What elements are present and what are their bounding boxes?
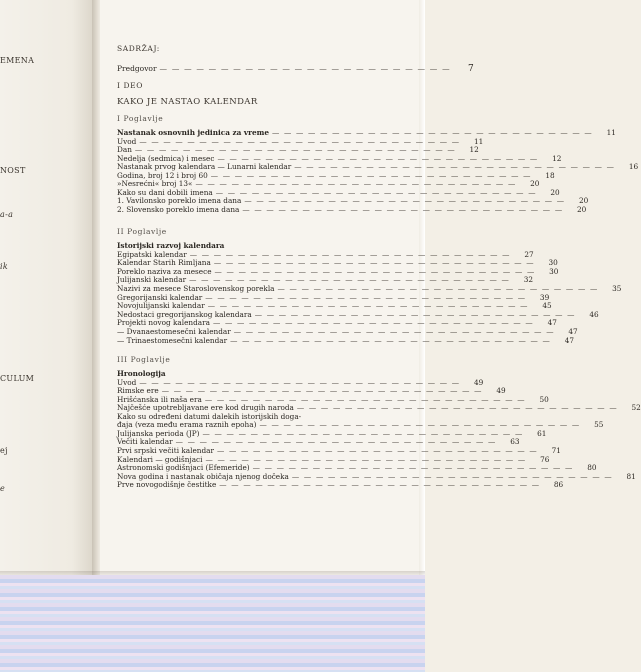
toc-entry-text: Poreklo naziva za mesece (117, 266, 212, 276)
leader-dashes: — — — — — — — — — — — — — — — — — — — — — — — — — — — (217, 153, 539, 163)
toc-entry-text: Istorijski razvoj kalendara (117, 241, 225, 250)
toc-entry-text: Kalendari — godišnjaci (117, 454, 203, 464)
leader-dashes: — — — — — — — — — — — — — — — — — — — — — — — — — — — (139, 377, 461, 387)
chapter-label: I Poglavlje (117, 114, 164, 123)
leader-dashes: — — — — — — — — — — — — — — — — — — — — — — — — — — — (272, 128, 593, 137)
toc-entry (117, 64, 474, 74)
toc-entry-text: — Trinaestomesečni kalendar (117, 335, 228, 345)
left-fragment: e (0, 484, 6, 493)
toc-entry-text: Julijanski kalendar (117, 275, 187, 285)
toc-entry-text: Julijanska perioda (JP) (117, 428, 200, 438)
toc-entry-text: Nova godina i nastanak običaja njenog dočeka (117, 471, 289, 481)
leader-dashes: — — — — — — — — — — — — — — — — — — — — — — — — — — — (214, 266, 536, 276)
leader-dashes: — — — — — — — — — — — — — — — — — — — — — — — — — — — (215, 187, 537, 197)
striped-background (0, 575, 425, 672)
toc-entry-text: Uvod (117, 136, 137, 146)
toc-entry-page: 20 (550, 187, 560, 197)
toc-entry-text: »Nesrećni« broj 13« (117, 179, 193, 189)
toc-entry-text: Hronologija (117, 369, 166, 378)
left-page (0, 0, 96, 575)
toc-entry-text: 2. Slovensko poreklo imena dana (117, 204, 240, 214)
toc-entry-page: 35 (612, 284, 622, 293)
toc-entry-page: 45 (542, 301, 552, 311)
toc-entry-text: đaja (veza među erama raznih epoha) (117, 420, 257, 430)
toc-entry-page: 55 (594, 420, 604, 430)
toc-entry-page: 12 (469, 145, 479, 155)
leader-dashes: — — — — — — — — — — — — — — — — — — — — — — — — — — — (161, 386, 483, 396)
toc-entry-text: Egipatski kalendar (117, 249, 187, 259)
toc-title: SADRŽAJ: (117, 44, 160, 53)
toc-entry-page: 30 (548, 258, 558, 268)
toc-entry-page: 11 (606, 128, 616, 137)
toc-entry-text: Kako su dani dobili imena (117, 187, 213, 197)
left-fragment: NOST (0, 166, 26, 175)
toc-entry-page: 49 (496, 386, 506, 396)
toc-entry-page: 32 (523, 275, 533, 285)
toc-entry-text: Gregorijanski kalendar (117, 292, 203, 302)
chapter-label: II Poglavlje (117, 227, 167, 236)
chapter-label: III Poglavlje (117, 355, 171, 364)
toc-entry-text: Nedelja (sedmica) i mesec (117, 153, 215, 163)
toc-entry-text: Kako su određeni datumi dalekih istorijskih doga- (117, 411, 302, 421)
leader-dashes: — — — — — — — — — — — — — — — — — — — — — — — — — — — (139, 136, 461, 146)
toc-entry-page: 63 (510, 437, 520, 447)
part-label: I DEO (117, 81, 143, 90)
toc-entry-text: Prvi srpski večiti kalendar (117, 445, 214, 455)
toc-entry (117, 204, 587, 214)
toc-entry-text: Novojulijanski kalendar (117, 301, 205, 311)
toc-entry (117, 480, 564, 490)
toc-entry-text: Najčešće upotrebljavane ere kod drugih naroda (117, 403, 294, 413)
toc-entry-page: 20 (578, 196, 589, 206)
left-fragment: CULUM (0, 374, 35, 383)
left-fragment: ej (0, 446, 8, 455)
toc-entry-page: 47 (568, 327, 578, 336)
toc-entry-page: 16 (628, 162, 639, 172)
leader-dashes: — — — — — — — — — — — — — — — — — — — — — — — — — — — (189, 249, 511, 259)
toc-entry-text: Kalendar Starih Rimljana (117, 258, 211, 268)
leader-dashes: — — — — — — — — — — — — — — — — — — — — — — — — — — — (189, 275, 510, 285)
leader-dashes: — — — — — — — — — — — — — — — — — — — — — — — — — — — (296, 403, 618, 413)
toc-entry-page: 46 (589, 309, 599, 319)
toc-entry-page: 12 (552, 153, 562, 163)
part-title: KAKO JE NASTAO KALENDAR (117, 97, 258, 107)
toc-entry-text: Nedostaci gregorijanskog kalendara (117, 309, 252, 319)
toc-entry-text: Projekti novog kalendara (117, 318, 210, 328)
toc-entry-page: 47 (564, 335, 575, 345)
toc-entry-text: Nastanak prvog kalendara — Lunarni kalendar (117, 162, 292, 172)
toc-entry-text: Hrišćanska ili naša era (117, 394, 202, 404)
toc-entry-page: 20 (530, 179, 540, 189)
leader-dashes: — — — — — — — — — — — — — — — — — — — — — — — — — — — (244, 196, 566, 206)
toc-entry-page: 61 (537, 428, 547, 438)
toc-entry (117, 335, 575, 345)
leader-dashes: — — — — — — — — — — — — — — — — — — — — — — — — — — — (242, 204, 564, 214)
toc-entry-page: 81 (626, 471, 636, 481)
toc-entry-page: 20 (577, 204, 587, 214)
toc-entry-text: Dan (117, 145, 132, 155)
toc-entry-page: 30 (549, 266, 559, 276)
leader-dashes: — — — — — — — — — — — — — — — — — — — — — — — — — — — (294, 162, 616, 172)
toc-entry-text: — Dvanaestomesečni kalendar (117, 327, 231, 336)
leader-dashes: — — — — — — — — — — — — — — — — — — — — — — — — — — — (134, 145, 456, 155)
leader-dashes: — — — — — — — — — — — — — — — — — — — — — — — — — — — (204, 394, 526, 404)
toc-entry-text: Nazivi za mesece Staroslovenskog porekla (117, 284, 275, 293)
toc-entry-page: 49 (473, 377, 484, 387)
toc-entry-text: Godina, broj 12 i broj 60 (117, 170, 208, 180)
toc-entry-page: 80 (587, 463, 597, 473)
toc-entry-text: Večiti kalendar (117, 437, 173, 447)
left-fragment: a-a (0, 210, 14, 219)
toc-entry-text: Nastanak osnovnih jedinica za vreme (117, 128, 269, 137)
left-fragment: EMENA (0, 56, 35, 65)
toc-entry-page: 27 (524, 249, 534, 259)
leader-dashes: — — — — — — — — — — — — — — — — — — — — — — — — — — — (205, 292, 527, 302)
left-fragment: ik (0, 262, 9, 271)
leader-dashes: — — — — — — — — — — — — — — — — — — — — — — — — — — — (175, 437, 497, 447)
toc-entry-page: 11 (473, 136, 484, 146)
toc-entry-page: 39 (539, 292, 550, 302)
toc-entry-page: 71 (551, 445, 561, 455)
toc-entry-text: Predgovor (117, 64, 157, 73)
leader-dashes: — — — — — — — — — — — — — — — — — — — — — — — — — — — (207, 301, 529, 311)
toc-entry-text: Astronomski godišnjaci (Efemeride) (117, 463, 250, 473)
leader-dashes: — — — — — — — — — — — — — — — — — — — — — — — — — — — (252, 463, 574, 473)
leader-dashes: — — — — — — — — — — — — — — — — — — — — — — — — — — — (254, 309, 576, 319)
toc-entry-page: 52 (631, 403, 641, 413)
toc-entry-page: 76 (540, 454, 550, 464)
toc-entry-text: Rimske ere (117, 386, 159, 396)
leader-dashes: — — — — — — — — — — — — — — — — — — — — — — — — — — — (219, 480, 541, 490)
leader-dashes: — — — — — — — — — — — — — — — — — — — — — — — — — — — (216, 445, 538, 455)
leader-dashes: — — — — — — — — — — — — — — — — — — — — — — — — — — — (195, 179, 517, 189)
toc-entry-text: Prve novogodišnje čestitke (117, 480, 217, 490)
leader-dashes: — — — — — — — — — — — — — — — — — — — — — — — — — — — (202, 428, 524, 438)
toc-entry-text: Uvod (117, 377, 137, 387)
leader-dashes: — — — — — — — — — — — — — — — — — — — — — — — — — — — (259, 420, 581, 430)
toc-entry-page: 18 (545, 170, 555, 180)
leader-dashes: — — — — — — — — — — — — — — — — — — — — — — — — — — — (205, 454, 527, 464)
toc-entry-page: 86 (553, 480, 564, 490)
toc-entry-text: 1. Vavilonsko poreklo imena dana (117, 196, 242, 206)
toc-entry-page: 7 (468, 64, 474, 74)
leader-dashes: — — — — — — — — — — — — — — — — — — — — — — — — (159, 64, 451, 73)
leader-dashes: — — — — — — — — — — — — — — — — — — — — — — — — — — — (210, 170, 532, 180)
leader-dashes: — — — — — — — — — — — — — — — — — — — — — — — — — — — (212, 318, 534, 328)
leader-dashes: — — — — — — — — — — — — — — — — — — — — — — — — — — — (230, 335, 552, 345)
toc-entry-page: 50 (539, 394, 549, 404)
leader-dashes: — — — — — — — — — — — — — — — — — — — — — — — — — — — (277, 284, 599, 293)
toc-entry-page: 47 (547, 318, 557, 328)
leader-dashes: — — — — — — — — — — — — — — — — — — — — — — — — — — — (213, 258, 535, 268)
leader-dashes: — — — — — — — — — — — — — — — — — — — — — — — — — — — (291, 471, 613, 481)
leader-dashes: — — — — — — — — — — — — — — — — — — — — — — — — — — — (233, 327, 555, 336)
